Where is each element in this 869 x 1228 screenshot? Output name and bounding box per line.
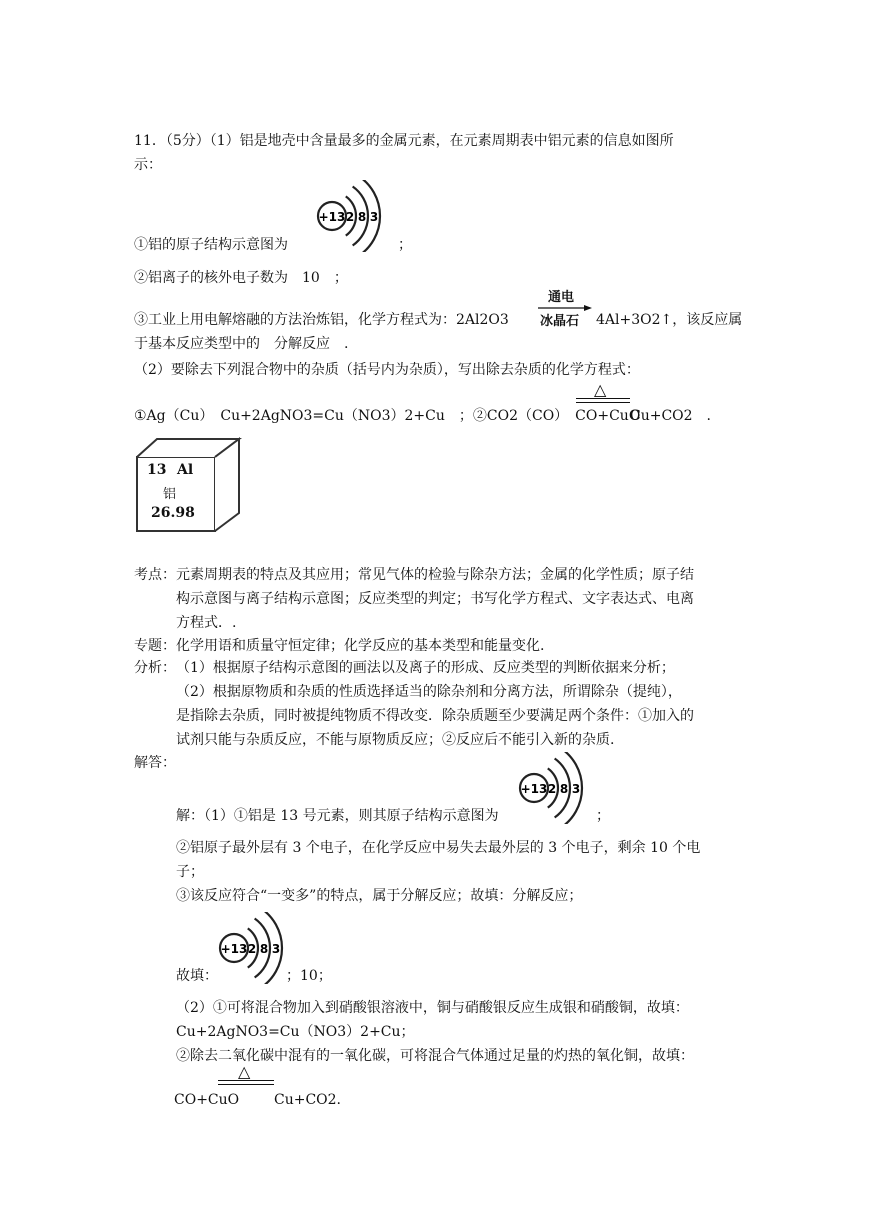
jieda-label: 解答： [134, 755, 176, 771]
question-line-1: 11．（5分）（1）铝是地壳中含量最多的金属元素，在元素周期表中铝元素的信息如图所 [134, 133, 674, 149]
question-line-2: 示： [134, 157, 162, 173]
answer-fill-suffix: ；10； [286, 968, 332, 984]
atom-structure-diagram-2 [514, 752, 594, 824]
atom-diagram-svg [214, 912, 294, 984]
element-number: 13 [147, 462, 167, 478]
heat-condition [576, 380, 632, 404]
answer-fill-label: 故填： [176, 968, 218, 984]
element-symbol: Al [177, 462, 194, 478]
element-mass: 26.98 [151, 505, 195, 521]
item-1-suffix: ； [398, 237, 412, 253]
answer-line-3: ③该反应符合“一变多”的特点，属于分解反应；故填：分解反应； [176, 888, 583, 904]
answer-part-3-eq-b: Cu+CO2. [274, 1092, 342, 1108]
kaodian-line-1: 元素周期表的特点及其应用；常见气体的检验与除杂方法；金属的化学性质；原子结 [176, 567, 694, 583]
item-2: ②铝离子的核外电子数为 10 ； [134, 270, 348, 286]
answer-line-1: 解：（1）①铝是 13 号元素，则其原子结构示意图为 [176, 808, 499, 824]
equation-line: ①Ag（Cu） Cu+2AgNO3=Cu（NO3）2+Cu ；②CO2（CO） CO+CuO [134, 408, 641, 424]
atom-structure-diagram-3 [214, 912, 294, 984]
nucleus-charge: +13 [318, 210, 346, 224]
kaodian-line-3: 方程式．. [176, 615, 237, 631]
equation-line-end: Cu+CO2 . [630, 408, 712, 424]
atom-diagram-svg [514, 752, 594, 824]
electron-count: 2 [247, 942, 257, 956]
zhuanti-label: 专题： [134, 638, 176, 654]
answer-part-3-eq-a: CO+CuO [174, 1092, 240, 1108]
double-line-bottom [576, 402, 630, 403]
electron-count: 3 [369, 210, 379, 224]
double-line-bottom-2 [218, 1084, 274, 1085]
electron-count: 8 [357, 210, 367, 224]
electron-count: 8 [259, 942, 269, 956]
double-line-top [576, 398, 630, 399]
zhuanti-text: 化学用语和质量守恒定律；化学反应的基本类型和能量变化. [176, 638, 545, 654]
atom-diagram-svg [312, 180, 392, 252]
fenxi-line-2: （2）根据原物质和杂质的性质选择适当的除杂剂和分离方法，所谓除杂（提纯）， [176, 684, 682, 700]
fenxi-label: 分析： [134, 660, 176, 676]
item-3-prefix: ③工业上用电解熔融的方法治炼铝，化学方程式为：2Al2O3 [134, 312, 509, 328]
answer-line-1-suffix: ； [596, 808, 610, 824]
electron-count: 3 [571, 782, 581, 796]
item-3-suffix: 4Al+3O2↑，该反应属 [596, 312, 743, 328]
condition-bottom-label: 冰晶石 [540, 314, 580, 329]
electron-count: 3 [271, 942, 281, 956]
heat-triangle: △ [594, 380, 607, 399]
heat-condition-2 [218, 1062, 276, 1086]
part-2: （2）要除去下列混合物中的杂质（括号内为杂质），写出除去杂质的化学方程式： [134, 362, 640, 378]
answer-line-2: ②铝原子最外层有 3 个电子，在化学反应中易失去最外层的 3 个电子，剩余 10 个电 [176, 840, 701, 856]
condition-top-label: 通电 [548, 290, 575, 305]
answer-part-3-line-1: ②除去二氧化碳中混有的一氧化碳，可将混合气体通过足量的灼热的氧化铜，故填： [176, 1048, 694, 1064]
element-name: 铝 [163, 487, 177, 502]
electron-count: 2 [345, 210, 355, 224]
double-line-top-2 [218, 1080, 274, 1081]
answer-line-2b: 子； [176, 864, 204, 880]
atom-structure-diagram-1 [312, 180, 392, 252]
answer-part-2-line-1: （2）①可将混合物加入到硝酸银溶液中，铜与硝酸银反应生成银和硝酸铜，故填： [176, 1000, 689, 1016]
nucleus-charge: +13 [520, 782, 548, 796]
item-3-line-2: 于基本反应类型中的 分解反应 . [134, 336, 349, 352]
periodic-table-cell [135, 437, 245, 537]
kaodian-line-2: 构示意图与离子结构示意图；反应类型的判定；书写化学方程式、文字表达式、电离 [176, 591, 694, 607]
fenxi-line-1: （1）根据原子结构示意图的画法以及离子的形成、反应类型的判断依据来分析； [176, 660, 675, 676]
nucleus-charge: +13 [220, 942, 248, 956]
item-1-prefix: ①铝的原子结构示意图为 [134, 237, 288, 253]
electron-count: 2 [547, 782, 557, 796]
kaodian-label: 考点： [134, 567, 176, 583]
heat-triangle-2: △ [238, 1062, 251, 1081]
fenxi-line-3: 是指除去杂质，同时被提纯物质不得改变．除杂质题至少要满足两个条件：①加入的 [176, 708, 694, 724]
electrolysis-condition [538, 286, 594, 328]
electron-count: 8 [559, 782, 569, 796]
fenxi-line-4: 试剂只能与杂质反应，不能与原物质反应；②反应后不能引入新的杂质. [176, 732, 615, 748]
answer-part-2-equation: Cu+2AgNO3=Cu（NO3）2+Cu； [176, 1024, 415, 1040]
